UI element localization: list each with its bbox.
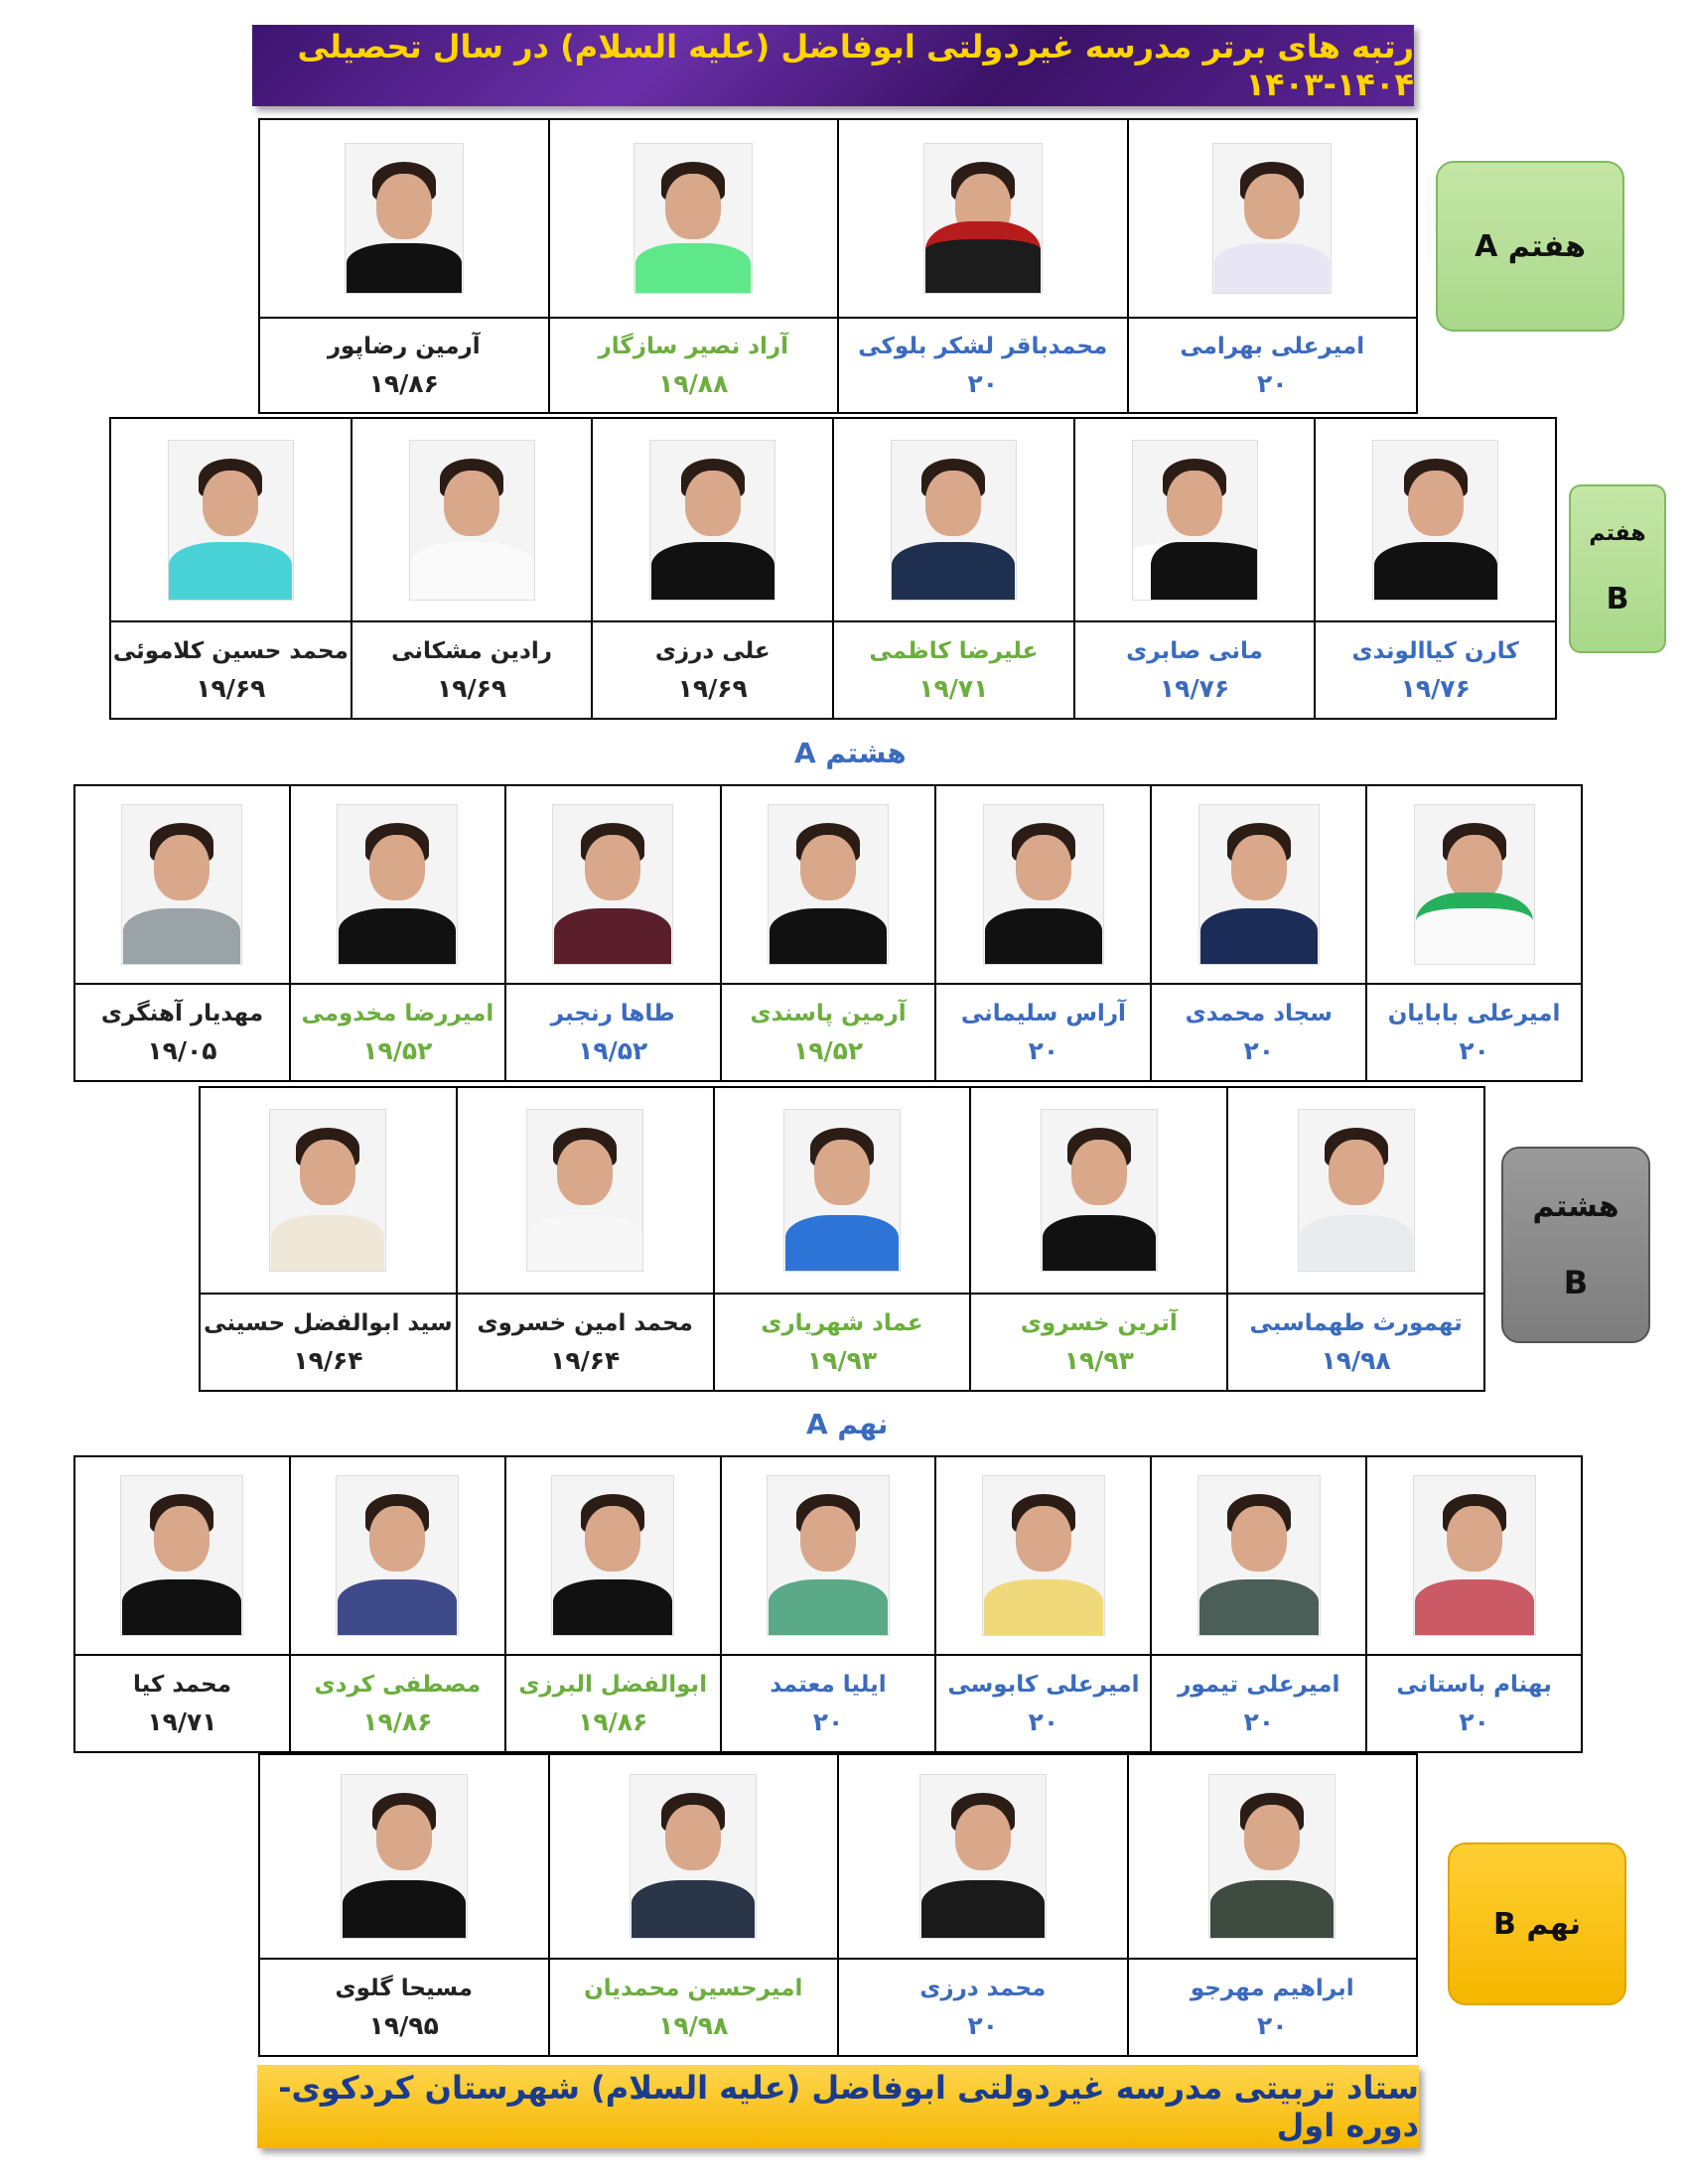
student-photo bbox=[1315, 418, 1556, 621]
student-score: ۱۹/۰۵ bbox=[147, 1035, 217, 1065]
student-score: ۱۹/۸۶ bbox=[362, 1706, 433, 1736]
student-entry bbox=[838, 1959, 1128, 2056]
class-label-eighth-a: هشتم A bbox=[794, 737, 907, 769]
student-score: ۱۹/۶۴ bbox=[550, 1345, 621, 1375]
student-entry bbox=[721, 984, 936, 1081]
student-entry bbox=[457, 1294, 714, 1391]
student-name: امیرعلی بابایان bbox=[1387, 1000, 1561, 1026]
class-letter: B bbox=[1606, 582, 1629, 616]
student-photo bbox=[549, 119, 839, 318]
student-name: محمد درزی bbox=[919, 1975, 1047, 2001]
student-name: امیرعلی کابوسی bbox=[947, 1671, 1140, 1698]
student-photo bbox=[714, 1087, 971, 1294]
student-entry bbox=[549, 1959, 839, 2056]
student-name: مسیحا گلوی bbox=[335, 1975, 474, 2001]
student-entry bbox=[1074, 621, 1316, 719]
student-score: ۱۹/۷۶ bbox=[1400, 673, 1471, 703]
student-score: ۱۹/۵۲ bbox=[792, 1035, 864, 1065]
class-badge-seventh-b bbox=[1569, 484, 1666, 653]
student-score: ۱۹/۸۶ bbox=[368, 368, 439, 398]
student-photo bbox=[505, 785, 721, 984]
student-photo bbox=[935, 785, 1151, 984]
student-score: ۲۰ bbox=[812, 1706, 844, 1736]
student-entry bbox=[1227, 1294, 1484, 1391]
student-entry bbox=[1151, 984, 1366, 1081]
page-title: رتبه های برتر مدرسه غیردولتی ابوفاضل (علیه السلام) در سال تحصیلی ۱۴۰۴-۱۴۰۳ bbox=[252, 25, 1414, 106]
student-name: عماد شهریاری bbox=[761, 1309, 923, 1336]
student-photo bbox=[838, 1754, 1128, 1959]
student-entry bbox=[1151, 1655, 1366, 1752]
student-photo bbox=[259, 119, 549, 318]
class-name: هشتم bbox=[1532, 1188, 1619, 1224]
student-name: مانی صابری bbox=[1126, 637, 1263, 664]
student-name: محمدباقر لشکر بلوکی bbox=[858, 333, 1108, 359]
student-entry bbox=[74, 984, 290, 1081]
student-photo bbox=[935, 1456, 1151, 1655]
student-name: امیررضا مخدومی bbox=[301, 1000, 494, 1026]
student-photo bbox=[1227, 1087, 1484, 1294]
student-name: محمد حسین کلاموئی bbox=[112, 637, 349, 664]
student-score: ۱۹/۹۵ bbox=[368, 2010, 439, 2040]
student-name: آراد نصیر سازگار bbox=[598, 333, 789, 359]
student-name: محمد کیا bbox=[133, 1671, 231, 1698]
student-score: ۱۹/۵۲ bbox=[578, 1035, 648, 1065]
student-name: امیرعلی بهرامی bbox=[1180, 333, 1365, 359]
student-score: ۱۹/۹۳ bbox=[806, 1345, 878, 1375]
student-photo bbox=[833, 418, 1074, 621]
student-score: ۲۰ bbox=[1028, 1035, 1059, 1065]
student-photo bbox=[74, 1456, 290, 1655]
student-name: آترین خسروی bbox=[1020, 1309, 1178, 1336]
student-photo bbox=[1366, 785, 1582, 984]
student-name: علی درزی bbox=[654, 637, 771, 664]
student-name: علیرضا کاظمی bbox=[869, 637, 1039, 664]
student-entry bbox=[714, 1294, 971, 1391]
student-photo bbox=[1128, 1754, 1418, 1959]
student-name: کارن کیاالوندی bbox=[1351, 637, 1519, 664]
student-entry bbox=[259, 1959, 549, 2056]
students-table-eighth-b bbox=[199, 1086, 1485, 1392]
student-photo bbox=[549, 1754, 839, 1959]
student-name: مهدیار آهنگری bbox=[100, 1000, 264, 1026]
student-score: ۲۰ bbox=[1243, 1035, 1274, 1065]
students-table-eighth-a bbox=[73, 784, 1583, 1082]
student-entry bbox=[721, 1655, 936, 1752]
students-table-seventh-b bbox=[109, 417, 1557, 720]
student-entry bbox=[935, 1655, 1151, 1752]
class-badge-ninth-b bbox=[1448, 1843, 1626, 2005]
student-entry bbox=[1128, 1959, 1418, 2056]
student-entry bbox=[549, 318, 839, 413]
class-badge-eighth-b bbox=[1501, 1147, 1650, 1343]
student-score: ۲۰ bbox=[1028, 1706, 1059, 1736]
student-score: ۲۰ bbox=[967, 368, 999, 398]
student-score: ۱۹/۷۱ bbox=[918, 673, 989, 703]
student-entry bbox=[259, 318, 549, 413]
student-photo bbox=[110, 418, 352, 621]
student-photo bbox=[1366, 1456, 1582, 1655]
student-photo bbox=[1151, 1456, 1366, 1655]
student-score: ۱۹/۹۸ bbox=[658, 2010, 729, 2040]
student-name: ابراهیم مهرجو bbox=[1190, 1975, 1354, 2001]
student-entry bbox=[505, 984, 721, 1081]
class-name: نهم B bbox=[1493, 1906, 1581, 1942]
student-entry bbox=[1315, 621, 1556, 719]
student-photo bbox=[259, 1754, 549, 1959]
student-score: ۲۰ bbox=[1256, 368, 1288, 398]
student-photo bbox=[592, 418, 833, 621]
student-name: آراس سلیمانی bbox=[960, 1000, 1126, 1026]
student-entry bbox=[935, 984, 1151, 1081]
class-letter: B bbox=[1563, 1263, 1589, 1301]
student-name: ابوالفضل البرزی bbox=[518, 1671, 708, 1698]
student-photo bbox=[721, 785, 936, 984]
student-photo bbox=[838, 119, 1128, 318]
student-name: امیرعلی تیمور bbox=[1178, 1671, 1340, 1698]
student-name: آرمین رضاپور bbox=[327, 333, 481, 359]
student-score: ۱۹/۵۲ bbox=[362, 1035, 433, 1065]
student-photo bbox=[505, 1456, 721, 1655]
class-badge-seventh-a bbox=[1436, 161, 1624, 332]
student-name: سجاد محمدی bbox=[1185, 1000, 1333, 1026]
students-table-ninth-b bbox=[258, 1753, 1418, 2057]
student-entry bbox=[505, 1655, 721, 1752]
student-entry bbox=[290, 984, 505, 1081]
student-score: ۲۰ bbox=[1256, 2010, 1288, 2040]
student-name: طاها رنجبر bbox=[550, 1000, 675, 1026]
student-score: ۲۰ bbox=[1459, 1706, 1489, 1736]
student-name: سید ابوالفضل حسینی bbox=[204, 1309, 453, 1336]
class-name: هفتم bbox=[1589, 521, 1646, 546]
student-score: ۱۹/۷۶ bbox=[1159, 673, 1230, 703]
student-entry bbox=[74, 1655, 290, 1752]
student-entry bbox=[352, 621, 593, 719]
student-name: ایلیا معتمد bbox=[770, 1671, 887, 1698]
student-entry bbox=[1128, 318, 1418, 413]
student-entry bbox=[1366, 984, 1582, 1081]
student-score: ۱۹/۶۹ bbox=[436, 673, 507, 703]
student-photo bbox=[1151, 785, 1366, 984]
student-score: ۱۹/۸۶ bbox=[578, 1706, 648, 1736]
student-photo bbox=[352, 418, 593, 621]
student-entry bbox=[200, 1294, 457, 1391]
student-photo bbox=[290, 785, 505, 984]
student-score: ۱۹/۶۹ bbox=[196, 673, 266, 703]
student-name: آرمین پاسندی bbox=[750, 1000, 907, 1026]
student-score: ۱۹/۶۹ bbox=[677, 673, 748, 703]
class-label-ninth-a: نهم A bbox=[806, 1408, 889, 1440]
student-score: ۲۰ bbox=[1243, 1706, 1274, 1736]
student-photo bbox=[200, 1087, 457, 1294]
student-score: ۲۰ bbox=[967, 2010, 999, 2040]
student-score: ۱۹/۹۳ bbox=[1063, 1345, 1134, 1375]
student-name: مصطفی کردی bbox=[314, 1671, 482, 1698]
student-photo bbox=[721, 1456, 936, 1655]
student-photo bbox=[1128, 119, 1418, 318]
student-photo bbox=[74, 785, 290, 984]
student-score: ۱۹/۷۱ bbox=[147, 1706, 217, 1736]
student-name: امیرحسین محمدیان bbox=[584, 1975, 803, 2001]
student-photo bbox=[970, 1087, 1227, 1294]
student-name: بهنام باستانی bbox=[1396, 1671, 1552, 1698]
footer-banner: ستاد تربیتی مدرسه غیردولتی ابوفاضل (علیه السلام) شهرستان کردکوی-دوره اول bbox=[257, 2065, 1419, 2148]
student-score: ۱۹/۸۸ bbox=[658, 368, 729, 398]
students-table-ninth-a bbox=[73, 1455, 1583, 1753]
student-entry bbox=[290, 1655, 505, 1752]
student-name: تهمورث طهماسبی bbox=[1249, 1309, 1463, 1336]
student-name: رادین مشکانی bbox=[391, 637, 552, 664]
class-name: هفتم A bbox=[1475, 228, 1586, 264]
student-entry bbox=[838, 318, 1128, 413]
student-entry bbox=[110, 621, 352, 719]
student-photo bbox=[1074, 418, 1316, 621]
students-table-seventh-a bbox=[258, 118, 1418, 414]
student-entry bbox=[970, 1294, 1227, 1391]
student-entry bbox=[592, 621, 833, 719]
student-photo bbox=[457, 1087, 714, 1294]
student-score: ۱۹/۹۸ bbox=[1321, 1345, 1391, 1375]
student-entry bbox=[1366, 1655, 1582, 1752]
student-entry bbox=[833, 621, 1074, 719]
student-photo bbox=[290, 1456, 505, 1655]
student-score: ۱۹/۶۴ bbox=[293, 1345, 363, 1375]
student-score: ۲۰ bbox=[1459, 1035, 1489, 1065]
student-name: محمد امین خسروی bbox=[477, 1309, 693, 1336]
